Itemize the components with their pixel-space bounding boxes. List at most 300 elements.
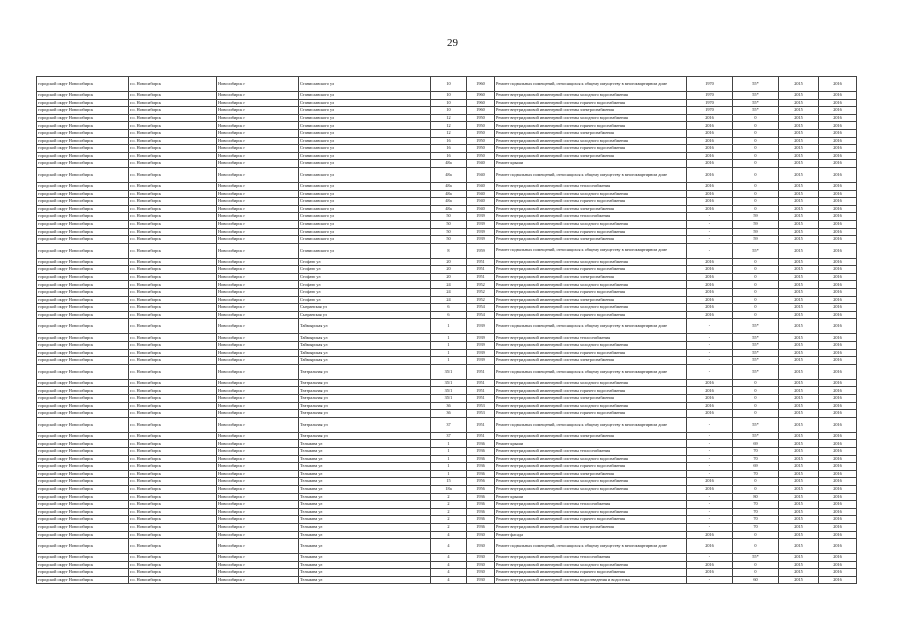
cell-locality: г.о. Новосибирск — [129, 122, 217, 130]
cell-district: городской округ Новосибирск — [37, 463, 129, 471]
cell-work: Ремонт внутридомовой инженерной системы теплоснабжения — [495, 447, 687, 455]
cell-city: Новосибирск г — [217, 455, 299, 463]
cell-locality: г.о. Новосибирск — [129, 447, 217, 455]
cell-s4: 2016 — [819, 447, 857, 455]
cell-num: 10 — [431, 107, 467, 115]
table-row — [37, 281, 857, 289]
cell-work: Ремонт внутридомовой инженерной системы горячего водоснабжения — [495, 410, 687, 418]
table-row — [37, 387, 857, 395]
table-row — [37, 364, 857, 379]
cell-city: Новосибирск г — [217, 99, 299, 107]
cell-s2: 0 — [733, 190, 779, 198]
cell-s2: 55* — [733, 243, 779, 258]
cell-district: городской округ Новосибирск — [37, 319, 129, 334]
cell-s3: 2015 — [779, 531, 819, 539]
cell-year: 1960 — [467, 77, 495, 92]
cell-work: Ремонт внутридомовой инженерной системы теплоснабжения — [495, 213, 687, 221]
cell-district: городской округ Новосибирск — [37, 379, 129, 387]
cell-s1: - — [687, 576, 733, 584]
cell-locality: г.о. Новосибирск — [129, 569, 217, 577]
cell-s1: 2016 — [687, 167, 733, 182]
cell-year: 1939 — [467, 334, 495, 342]
cell-s2: 0 — [733, 281, 779, 289]
cell-s2: 0 — [733, 569, 779, 577]
cell-s4: 2016 — [819, 145, 857, 153]
cell-s1: 2016 — [687, 152, 733, 160]
cell-s2: 0 — [733, 167, 779, 182]
cell-year: 1939 — [467, 220, 495, 228]
cell-s1: - — [687, 432, 733, 440]
cell-s2: 0 — [733, 266, 779, 274]
cell-s3: 2015 — [779, 137, 819, 145]
cell-s2: 0 — [733, 379, 779, 387]
cell-s1: - — [687, 523, 733, 531]
cell-district: городской округ Новосибирск — [37, 440, 129, 448]
cell-street: Театральная ул — [299, 395, 431, 403]
table-row — [37, 114, 857, 122]
cell-city: Новосибирск г — [217, 77, 299, 92]
cell-district: городской округ Новосибирск — [37, 122, 129, 130]
cell-s3: 2015 — [779, 220, 819, 228]
cell-s3: 2015 — [779, 122, 819, 130]
table-row — [37, 198, 857, 206]
cell-s1: - — [687, 501, 733, 509]
cell-s1: 2016 — [687, 569, 733, 577]
cell-s1: - — [687, 349, 733, 357]
cell-work: Ремонт внутридомовой инженерной системы теплоснабжения — [495, 501, 687, 509]
cell-s4: 2016 — [819, 236, 857, 244]
cell-s4: 2016 — [819, 357, 857, 365]
cell-work: Ремонт внутридомовой инженерной системы горячего водоснабжения — [495, 198, 687, 206]
cell-street: Станиславского ул — [299, 129, 431, 137]
cell-locality: г.о. Новосибирск — [129, 364, 217, 379]
cell-num: 20 — [431, 266, 467, 274]
cell-s4: 2016 — [819, 493, 857, 501]
cell-s4: 2016 — [819, 296, 857, 304]
cell-city: Новосибирск г — [217, 190, 299, 198]
cell-year: 1930 — [467, 531, 495, 539]
cell-street: Тельмана ул — [299, 501, 431, 509]
cell-num: 1 — [431, 357, 467, 365]
cell-s3: 2015 — [779, 243, 819, 258]
cell-year: 1936 — [467, 470, 495, 478]
table-row — [37, 122, 857, 130]
table-row — [37, 493, 857, 501]
cell-locality: г.о. Новосибирск — [129, 395, 217, 403]
cell-s2: 0 — [733, 304, 779, 312]
cell-s4: 2016 — [819, 289, 857, 297]
cell-work: Ремонт внутридомовой инженерной системы электроснабжения — [495, 470, 687, 478]
cell-district: городской округ Новосибирск — [37, 258, 129, 266]
table-row — [37, 311, 857, 319]
cell-district: городской округ Новосибирск — [37, 266, 129, 274]
cell-year: 1950 — [467, 152, 495, 160]
cell-s4: 2016 — [819, 364, 857, 379]
cell-year: 1956 — [467, 485, 495, 493]
table-row — [37, 576, 857, 584]
cell-year: 1954 — [467, 304, 495, 312]
cell-s1: 2016 — [687, 205, 733, 213]
cell-district: городской округ Новосибирск — [37, 334, 129, 342]
cell-s4: 2016 — [819, 198, 857, 206]
cell-s4: 2016 — [819, 485, 857, 493]
cell-s3: 2015 — [779, 236, 819, 244]
table-row — [37, 334, 857, 342]
cell-work: Ремонт внутридомовой инженерной системы холодного водоснабжения — [495, 508, 687, 516]
cell-s3: 2015 — [779, 387, 819, 395]
cell-city: Новосибирск г — [217, 470, 299, 478]
cell-num: 16 — [431, 137, 467, 145]
cell-s2: 55* — [733, 107, 779, 115]
cell-s2: 0 — [733, 539, 779, 554]
cell-s4: 2016 — [819, 190, 857, 198]
cell-num: 4 — [431, 576, 467, 584]
cell-locality: г.о. Новосибирск — [129, 319, 217, 334]
cell-year: 1939 — [467, 236, 495, 244]
cell-s1: - — [687, 447, 733, 455]
table-row — [37, 395, 857, 403]
cell-num: 1 — [431, 447, 467, 455]
cell-s2: 55* — [733, 554, 779, 562]
cell-street: Тельмана ул — [299, 455, 431, 463]
cell-year: 1951 — [467, 432, 495, 440]
cell-num: 2 — [431, 493, 467, 501]
cell-district: городской округ Новосибирск — [37, 395, 129, 403]
cell-work: Ремонт внутридомовой инженерной системы холодного водоснабжения — [495, 137, 687, 145]
cell-year: 1952 — [467, 281, 495, 289]
table-row — [37, 258, 857, 266]
cell-num: 50 — [431, 228, 467, 236]
table-row — [37, 205, 857, 213]
cell-city: Новосибирск г — [217, 152, 299, 160]
table-row — [37, 266, 857, 274]
cell-street: Станиславского ул — [299, 220, 431, 228]
cell-work: Ремонт внутридомовой инженерной системы электроснабжения — [495, 107, 687, 115]
cell-work: Ремонт подвальных помещений, относящихся к общему имуществу в многоквартирном доме — [495, 77, 687, 92]
cell-locality: г.о. Новосибирск — [129, 213, 217, 221]
cell-district: городской округ Новосибирск — [37, 243, 129, 258]
cell-year: 1940 — [467, 190, 495, 198]
cell-num: 6 — [431, 311, 467, 319]
table-row — [37, 228, 857, 236]
cell-work: Ремонт внутридомовой инженерной системы холодного водоснабжения — [495, 379, 687, 387]
table-row — [37, 478, 857, 486]
cell-district: городской округ Новосибирск — [37, 470, 129, 478]
cell-locality: г.о. Новосибирск — [129, 493, 217, 501]
cell-work: Ремонт внутридомовой инженерной системы холодного водоснабжения — [495, 258, 687, 266]
cell-district: городской округ Новосибирск — [37, 99, 129, 107]
cell-year: 1939 — [467, 357, 495, 365]
cell-s2: 69 — [733, 463, 779, 471]
cell-s4: 2016 — [819, 402, 857, 410]
cell-city: Новосибирск г — [217, 576, 299, 584]
cell-s2: 55* — [733, 92, 779, 100]
cell-street: Тельмана ул — [299, 554, 431, 562]
cell-s2: 0 — [733, 289, 779, 297]
table-row — [37, 296, 857, 304]
cell-s4: 2016 — [819, 440, 857, 448]
cell-street: Тельмана ул — [299, 493, 431, 501]
table-row — [37, 167, 857, 182]
cell-year: 1930 — [467, 561, 495, 569]
cell-s4: 2016 — [819, 539, 857, 554]
cell-locality: г.о. Новосибирск — [129, 539, 217, 554]
cell-street: Стофато ул — [299, 273, 431, 281]
cell-city: Новосибирск г — [217, 266, 299, 274]
cell-year: 1951 — [467, 395, 495, 403]
cell-city: Новосибирск г — [217, 137, 299, 145]
cell-street: Станиславского ул — [299, 190, 431, 198]
cell-city: Новосибирск г — [217, 357, 299, 365]
cell-work: Ремонт внутридомовой инженерной системы горячего водоснабжения — [495, 266, 687, 274]
cell-s4: 2016 — [819, 576, 857, 584]
cell-num: 48а — [431, 205, 467, 213]
cell-s4: 2016 — [819, 342, 857, 350]
cell-city: Новосибирск г — [217, 447, 299, 455]
cell-year: 1951 — [467, 417, 495, 432]
cell-s1: - — [687, 440, 733, 448]
cell-s3: 2015 — [779, 152, 819, 160]
cell-num: 35/1 — [431, 395, 467, 403]
cell-city: Новосибирск г — [217, 417, 299, 432]
table-row — [37, 273, 857, 281]
cell-district: городской округ Новосибирск — [37, 364, 129, 379]
cell-district: городской округ Новосибирск — [37, 236, 129, 244]
cell-s3: 2015 — [779, 569, 819, 577]
cell-work: Ремонт внутридомовой инженерной системы горячего водоснабжения — [495, 569, 687, 577]
cell-street: Сызранская ул — [299, 304, 431, 312]
cell-s3: 2015 — [779, 417, 819, 432]
cell-city: Новосибирск г — [217, 236, 299, 244]
cell-district: городской округ Новосибирск — [37, 205, 129, 213]
cell-s4: 2016 — [819, 478, 857, 486]
cell-s3: 2015 — [779, 432, 819, 440]
cell-locality: г.о. Новосибирск — [129, 349, 217, 357]
cell-work: Ремонт фасада — [495, 531, 687, 539]
cell-s4: 2016 — [819, 266, 857, 274]
cell-locality: г.о. Новосибирск — [129, 417, 217, 432]
cell-s3: 2015 — [779, 334, 819, 342]
cell-locality: г.о. Новосибирск — [129, 107, 217, 115]
cell-s2: 59 — [733, 220, 779, 228]
cell-s2: 59 — [733, 236, 779, 244]
cell-city: Новосибирск г — [217, 395, 299, 403]
cell-city: Новосибирск г — [217, 258, 299, 266]
cell-locality: г.о. Новосибирск — [129, 531, 217, 539]
cell-city: Новосибирск г — [217, 182, 299, 190]
cell-locality: г.о. Новосибирск — [129, 129, 217, 137]
cell-locality: г.о. Новосибирск — [129, 432, 217, 440]
cell-work: Ремонт внутридомовой инженерной системы горячего водоснабжения — [495, 99, 687, 107]
cell-city: Новосибирск г — [217, 213, 299, 221]
cell-num: 37 — [431, 417, 467, 432]
cell-s4: 2016 — [819, 77, 857, 92]
cell-city: Новосибирск г — [217, 379, 299, 387]
cell-locality: г.о. Новосибирск — [129, 478, 217, 486]
cell-locality: г.о. Новосибирск — [129, 516, 217, 524]
cell-work: Ремонт внутридомовой инженерной системы холодного водоснабжения — [495, 342, 687, 350]
cell-year: 1940 — [467, 182, 495, 190]
cell-s3: 2015 — [779, 319, 819, 334]
cell-year: 1960 — [467, 92, 495, 100]
cell-district: городской округ Новосибирск — [37, 432, 129, 440]
cell-s1: 2016 — [687, 122, 733, 130]
cell-s4: 2016 — [819, 561, 857, 569]
cell-s4: 2016 — [819, 258, 857, 266]
cell-num: 1 — [431, 463, 467, 471]
table-row — [37, 554, 857, 562]
cell-city: Новосибирск г — [217, 160, 299, 168]
cell-street: Станиславского ул — [299, 92, 431, 100]
cell-locality: г.о. Новосибирск — [129, 334, 217, 342]
cell-num: 50 — [431, 220, 467, 228]
cell-city: Новосибирск г — [217, 539, 299, 554]
cell-num: 48а — [431, 167, 467, 182]
cell-street: Станиславского ул — [299, 145, 431, 153]
cell-year: 1939 — [467, 349, 495, 357]
cell-s3: 2015 — [779, 190, 819, 198]
cell-year: 1930 — [467, 539, 495, 554]
cell-locality: г.о. Новосибирск — [129, 463, 217, 471]
cell-num: 2 — [431, 516, 467, 524]
cell-district: городской округ Новосибирск — [37, 478, 129, 486]
cell-s1: 2016 — [687, 561, 733, 569]
cell-s1: - — [687, 493, 733, 501]
cell-street: Тельмана ул — [299, 523, 431, 531]
cell-s1: - — [687, 455, 733, 463]
cell-s3: 2015 — [779, 470, 819, 478]
cell-city: Новосибирск г — [217, 569, 299, 577]
cell-s2: 70 — [733, 523, 779, 531]
cell-s2: 0 — [733, 129, 779, 137]
cell-street: Театральная ул — [299, 379, 431, 387]
cell-locality: г.о. Новосибирск — [129, 220, 217, 228]
cell-year: 1936 — [467, 493, 495, 501]
cell-work: Ремонт подвальных помещений, относящихся к общему имуществу в многоквартирном доме — [495, 417, 687, 432]
table-row — [37, 470, 857, 478]
cell-s2: 0 — [733, 311, 779, 319]
table-row — [37, 561, 857, 569]
cell-street: Театральная ул — [299, 364, 431, 379]
cell-year: 1939 — [467, 342, 495, 350]
cell-s2: 55* — [733, 334, 779, 342]
cell-locality: г.о. Новосибирск — [129, 190, 217, 198]
cell-locality: г.о. Новосибирск — [129, 205, 217, 213]
cell-street: Стофато ул — [299, 289, 431, 297]
table-row — [37, 304, 857, 312]
table-row — [37, 220, 857, 228]
cell-s1: 2016 — [687, 379, 733, 387]
cell-street: Театральная ул — [299, 402, 431, 410]
cell-s3: 2015 — [779, 349, 819, 357]
cell-s2: 0 — [733, 387, 779, 395]
cell-s3: 2015 — [779, 160, 819, 168]
cell-city: Новосибирск г — [217, 145, 299, 153]
cell-s3: 2015 — [779, 266, 819, 274]
cell-year: 1936 — [467, 463, 495, 471]
cell-year: 1939 — [467, 319, 495, 334]
cell-num: 24 — [431, 289, 467, 297]
cell-s3: 2015 — [779, 304, 819, 312]
cell-s4: 2016 — [819, 554, 857, 562]
cell-num: 1 — [431, 455, 467, 463]
cell-city: Новосибирск г — [217, 198, 299, 206]
cell-work: Ремонт внутридомовой инженерной системы холодного водоснабжения — [495, 455, 687, 463]
cell-work: Ремонт внутридомовой инженерной системы электроснабжения — [495, 152, 687, 160]
cell-year: 1950 — [467, 122, 495, 130]
cell-locality: г.о. Новосибирск — [129, 402, 217, 410]
cell-city: Новосибирск г — [217, 334, 299, 342]
cell-work: Ремонт внутридомовой инженерной системы горячего водоснабжения — [495, 311, 687, 319]
cell-year: 1950 — [467, 145, 495, 153]
cell-s1: - — [687, 364, 733, 379]
cell-s1: - — [687, 357, 733, 365]
cell-s3: 2015 — [779, 99, 819, 107]
cell-s2: 0 — [733, 205, 779, 213]
cell-city: Новосибирск г — [217, 531, 299, 539]
cell-street: Театральная ул — [299, 387, 431, 395]
cell-s3: 2015 — [779, 357, 819, 365]
cell-s1: 2016 — [687, 485, 733, 493]
cell-locality: г.о. Новосибирск — [129, 273, 217, 281]
cell-s4: 2016 — [819, 531, 857, 539]
cell-locality: г.о. Новосибирск — [129, 357, 217, 365]
cell-street: Станиславского ул — [299, 243, 431, 258]
cell-s1: 2016 — [687, 311, 733, 319]
cell-num: 24 — [431, 296, 467, 304]
cell-year: 1952 — [467, 289, 495, 297]
cell-num: 2 — [431, 508, 467, 516]
cell-s1: 2016 — [687, 395, 733, 403]
cell-year: 1953 — [467, 402, 495, 410]
cell-work: Ремонт внутридомовой инженерной системы горячего водоснабжения — [495, 516, 687, 524]
cell-s3: 2015 — [779, 296, 819, 304]
cell-s2: 55* — [733, 357, 779, 365]
cell-district: городской округ Новосибирск — [37, 516, 129, 524]
cell-work: Ремонт внутридомовой инженерной системы электроснабжения — [495, 432, 687, 440]
cell-work: Ремонт внутридомовой инженерной системы горячего водоснабжения — [495, 122, 687, 130]
cell-street: Тельмана ул — [299, 508, 431, 516]
cell-s1: 2016 — [687, 296, 733, 304]
cell-s2: 70 — [733, 516, 779, 524]
cell-s3: 2015 — [779, 463, 819, 471]
cell-city: Новосибирск г — [217, 402, 299, 410]
cell-num: 4 — [431, 561, 467, 569]
cell-s3: 2015 — [779, 410, 819, 418]
table-row — [37, 92, 857, 100]
cell-district: городской округ Новосибирск — [37, 220, 129, 228]
cell-s1: 2016 — [687, 531, 733, 539]
cell-locality: г.о. Новосибирск — [129, 410, 217, 418]
cell-s1: 2016 — [687, 478, 733, 486]
cell-district: городской округ Новосибирск — [37, 508, 129, 516]
cell-s2: 0 — [733, 182, 779, 190]
cell-work: Ремонт подвальных помещений, относящихся к общему имуществу в многоквартирном доме — [495, 243, 687, 258]
cell-s3: 2015 — [779, 205, 819, 213]
cell-s4: 2016 — [819, 107, 857, 115]
cell-year: 1956 — [467, 478, 495, 486]
cell-s3: 2015 — [779, 289, 819, 297]
cell-work: Ремонт внутридомовой инженерной системы холодного водоснабжения — [495, 402, 687, 410]
cell-locality: г.о. Новосибирск — [129, 311, 217, 319]
cell-district: городской округ Новосибирск — [37, 304, 129, 312]
cell-street: Таймырская ул — [299, 319, 431, 334]
cell-s3: 2015 — [779, 516, 819, 524]
cell-city: Новосибирск г — [217, 485, 299, 493]
cell-street: Таймырская ул — [299, 342, 431, 350]
cell-city: Новосибирск г — [217, 273, 299, 281]
cell-s3: 2015 — [779, 129, 819, 137]
